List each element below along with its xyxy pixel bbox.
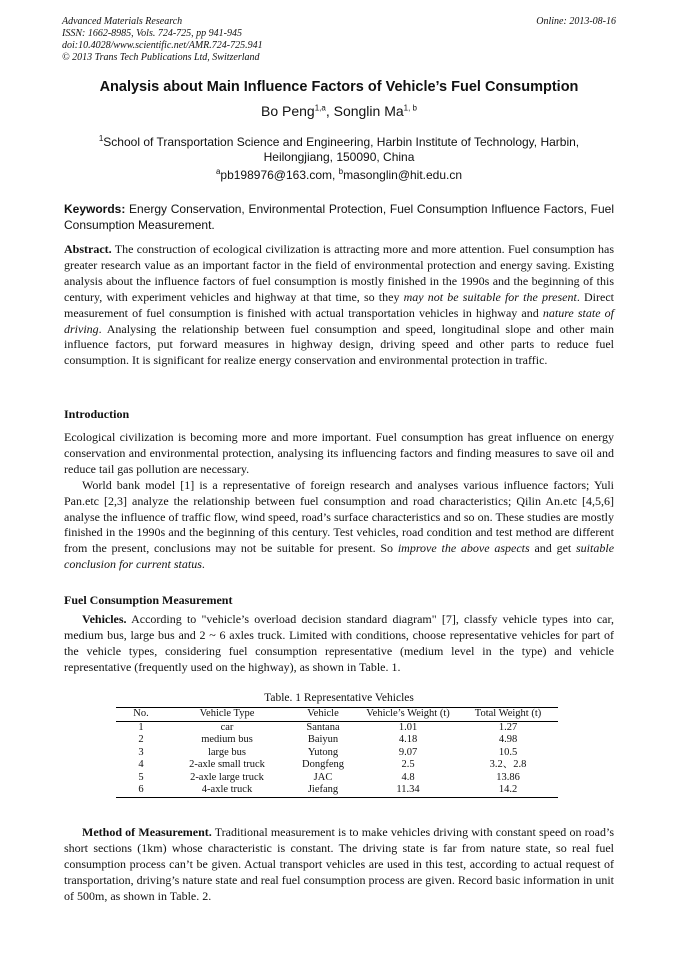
table-cell: Santana (306, 721, 340, 733)
vehicles-label: Vehicles. (82, 612, 127, 626)
online-date: Online: 2013-08-16 (536, 16, 616, 27)
journal-name: Advanced Materials Research (62, 16, 183, 27)
table-cell: 4-axle truck (166, 784, 288, 797)
representative-vehicles-table (116, 707, 558, 798)
table-cell: 1 (138, 721, 144, 733)
table-cell: 3.2、2.8 (489, 759, 527, 770)
affil-text: School of Transportation Science and Engineering, Harbin Institute of Technology, Harbin, Heilongjiang, 150090, China (103, 135, 580, 164)
affiliation (80, 131, 598, 165)
table-cell: 1.01 (398, 721, 418, 733)
table-cell: 9.07 (398, 746, 418, 758)
email-b: masonglin@hit.edu.cn (343, 168, 463, 182)
affil-mark: 1 (98, 134, 104, 143)
table-cell: 13.86 (496, 771, 520, 783)
table-caption: Table. 1 Representative Vehicles (264, 692, 414, 704)
intro-paragraph: World bank model [1] is a representative of foreign research and analyses various influence factors; Yuli Pan.etc [2,3] analyze the relationship between fuel consumption and road characteristics; Qilin An.etc [4,5,6] analyse the influence of traffic flow, wind speed, road’s surface characteristics and so on. These studies are mostly finished in the 1990s and the beginning of this century. Test vehicles, road condition and test method are different from the present, conclusions may not be suitable for present. So improve the above aspects and get suitable conclusion for current status. (64, 477, 615, 572)
table-cell: medium bus (201, 734, 253, 745)
column-header: No. (116, 708, 166, 722)
table-cell: 2-axle small truck (189, 759, 265, 770)
table-cell: 3 (138, 746, 144, 758)
table-cell: 4 (138, 759, 144, 770)
table-cell: Yutong (307, 746, 339, 758)
email-a: pb198976@163.com, (220, 168, 339, 182)
intro-paragraph: Ecological civilization is becoming more and more important. Fuel consumption has great influence on energy conservation and environmental protection, analysing its influencing factors and finding measures to save oil and reduce tail gas pollution are necessary. (64, 430, 614, 476)
author-name: Bo Peng (260, 103, 315, 119)
table-cell: Dongfeng (302, 759, 344, 770)
table-row (116, 772, 558, 785)
abstract: Abstract. The construction of ecological civilization is attracting more and more attention. Fuel consumption has greater research value as an important factor in the field of environmental protection and energy saving. Existing analysis about the influence factors of fuel consumption is mostly finished in the 1990s and the beginning of this century, with experiment vehicles and highway at that time, so they may not be suitable for the present. Direct measurement of fuel consumption is finished with actual transportation vehicles in highway and nature state of driving. Analysing the relationship between fuel consumption and speed, longitudinal slope and other main influence factors, put forward measures in highway design, driving speed and other parts to reduce fuel consumption. It is significant for realize energy conservation and environmental protection in traffic. (64, 242, 614, 368)
doi-line: doi:10.4028/www.scientific.net/AMR.724-725.941 (62, 40, 263, 51)
keywords (64, 201, 614, 233)
table-cell: 5 (138, 771, 144, 783)
journal-header (62, 16, 263, 64)
section-heading-introduction: Introduction (64, 407, 130, 421)
table-row (116, 747, 558, 760)
table-cell: 2.5 (401, 759, 415, 770)
table-row (116, 784, 558, 797)
issn-line: ISSN: 1662-8985, Vols. 724-725, pp 941-945 (62, 28, 242, 39)
column-header: Vehicle’s Weight (t) (358, 708, 458, 722)
table-cell: Baiyun (307, 734, 339, 745)
author-affil-mark: 1, b (403, 103, 417, 113)
section-heading-fuel-consumption: Fuel Consumption Measurement (64, 593, 233, 607)
table-cell: 2-axle large truck (190, 771, 264, 783)
table-cell: 4.98 (498, 734, 518, 745)
table-cell: 10.5 (498, 746, 518, 758)
abstract-label: Abstract. (64, 242, 112, 256)
introduction-body (64, 430, 614, 573)
table-header-row (116, 708, 558, 722)
table-cell: car (220, 721, 234, 733)
keywords-label: Keywords: (64, 202, 126, 216)
table-cell: large bus (207, 746, 246, 758)
author-list: Bo Peng$^{1,a}$, Songlin Ma$^{1, b}$ (260, 103, 417, 119)
table-cell: 4.18 (398, 734, 418, 745)
keywords-text: Energy Conservation, Environmental Protection, Fuel Consumption Influence Factors, Fuel Consumption Measurement. (64, 202, 614, 232)
table-cell: 14.2 (458, 784, 558, 797)
table-row (116, 721, 558, 734)
author-affil-mark: 1,a (314, 103, 326, 113)
table-cell: Jiefang (288, 784, 358, 797)
table-cell: 4.8 (401, 771, 415, 783)
table-cell: 2 (138, 734, 144, 745)
author-emails: $^a$pb198976@163.com, $^b$masonglin@hit.edu.cn (215, 167, 463, 182)
table-row (116, 734, 558, 747)
method-paragraph: Method of Measurement. Traditional measurement is to make vehicles driving with constant speed on road’s short sections (1km) whose characteristic is constant. The driving state is far from nature state, so real fuel consumption process can’t be given. Actual transport vehicles are used in this test, according to actual request of transportation, driving’s nature state and real fuel consumption process are given. Record basic information in unit of 500m, as shown in Table. 2. (64, 825, 614, 903)
column-header: Vehicle (288, 708, 358, 722)
method-label: Method of Measurement. (82, 825, 212, 839)
copyright-line: © 2013 Trans Tech Publications Ltd, Switzerland (62, 52, 260, 63)
table-cell: 11.34 (358, 784, 458, 797)
table-cell: JAC (313, 771, 333, 783)
column-header: Total Weight (t) (458, 708, 558, 722)
author-name: Songlin Ma (333, 103, 404, 119)
paper-title: Analysis about Main Influence Factors of Vehicle’s Fuel Consumption (99, 79, 579, 95)
vehicles-paragraph: Vehicles. According to "vehicle’s overload decision standard diagram" [7], classfy vehicle types into car, medium bus, large bus and 2 ~ 6 axles truck. Limited with conditions, choose representative vehicles for part of the vehicle types, considering fuel consumption representative (medium level in the type) and vehicle representative (frequently used on the highway), as shown in Table. 1. (64, 612, 614, 674)
column-header: Vehicle Type (166, 708, 288, 722)
table-cell: 1.27 (498, 721, 518, 733)
table-cell: 6 (116, 784, 166, 797)
table-row (116, 759, 558, 772)
